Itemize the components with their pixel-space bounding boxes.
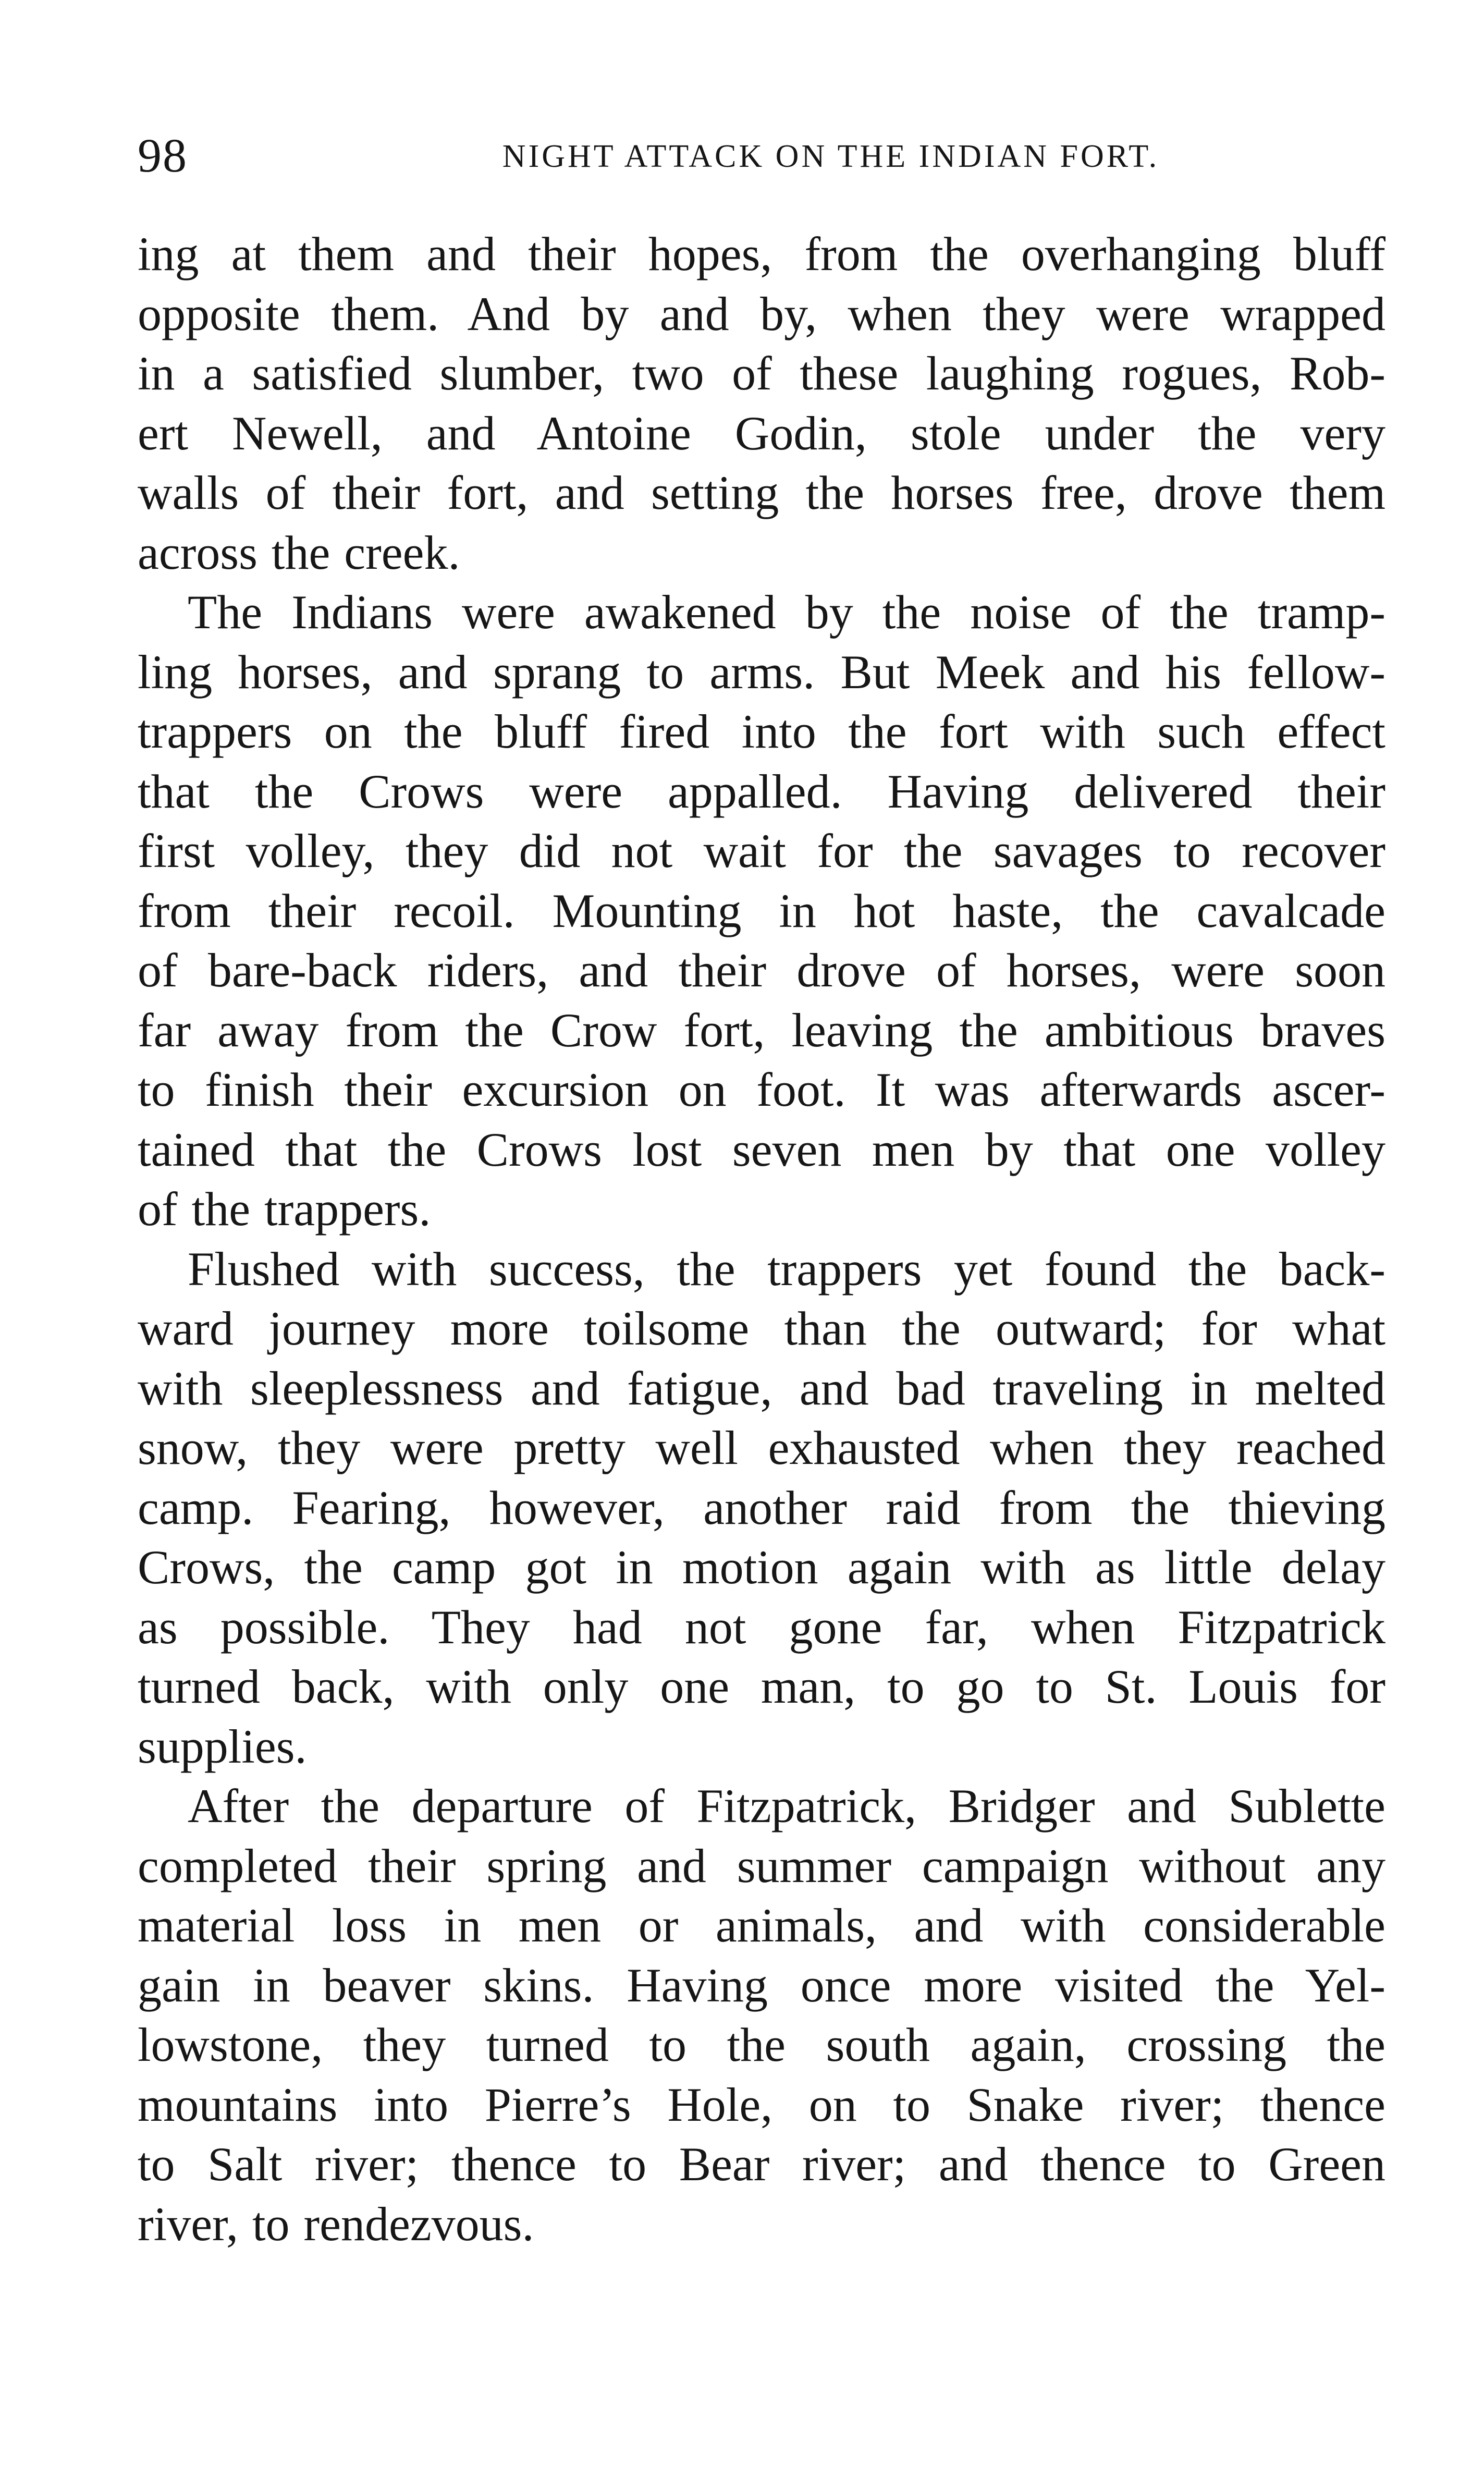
text-line: with sleeplessness and fatigue, and bad traveling in melted xyxy=(138,1361,1385,1415)
text-line: trappers on the bluff fired into the fort with such effect xyxy=(138,705,1385,758)
text-line: opposite them. And by and by, when they were wrapped xyxy=(138,287,1385,340)
text-line: as possible. They had not gone far, when Fitzpatrick xyxy=(138,1600,1385,1654)
text-line: that the Crows were appalled. Having delivered their xyxy=(138,764,1385,818)
text-line: turned back, with only one man, to go to St. Louis for xyxy=(138,1660,1385,1713)
text-line: Crows, the camp got in motion again with as little delay xyxy=(138,1541,1385,1594)
text-line: ling horses, and sprang to arms. But Meek and his fellow- xyxy=(138,645,1385,699)
text-line: far away from the Crow fort, leaving the ambitious braves xyxy=(138,1003,1385,1057)
text-line: The Indians were awakened by the noise of the tramp- xyxy=(188,585,1385,639)
text-line: supplies. xyxy=(138,1719,307,1773)
text-line: of the trappers. xyxy=(138,1182,431,1236)
text-line: of bare-back riders, and their drove of horses, were soon xyxy=(138,944,1385,997)
text-line: lowstone, they turned to the south again, crossing the xyxy=(138,2018,1385,2071)
text-line: mountains into Pierre’s Hole, on to Snake river; thence xyxy=(138,2078,1385,2131)
text-line: gain in beaver skins. Having once more visited the Yel- xyxy=(138,1958,1385,2012)
text-line: ert Newell, and Antoine Godin, stole under the very xyxy=(138,406,1385,460)
text-line: to Salt river; thence to Bear river; and thence to Green xyxy=(138,2137,1385,2191)
text-line: first volley, they did not wait for the savages to recover xyxy=(138,824,1385,877)
text-line: After the departure of Fitzpatrick, Bridger and Sublette xyxy=(188,1779,1385,1832)
running-title: NIGHT ATTACK ON THE INDIAN FORT. xyxy=(502,139,1160,174)
text-line: completed their spring and summer campaign without any xyxy=(138,1839,1385,1892)
text-line: Flushed with success, the trappers yet found the back- xyxy=(188,1242,1385,1296)
text-line: across the creek. xyxy=(138,526,460,579)
text-line: ward journey more toilsome than the outward; for what xyxy=(138,1302,1385,1355)
text-line: material loss in men or animals, and with considerable xyxy=(138,1899,1385,1952)
text-line: camp. Fearing, however, another raid from the thieving xyxy=(138,1481,1385,1534)
text-line: from their recoil. Mounting in hot haste, the cavalcade xyxy=(138,884,1385,937)
text-line: tained that the Crows lost seven men by that one volley xyxy=(138,1122,1385,1176)
page-number: 98 xyxy=(138,129,188,182)
body-text xyxy=(138,224,1385,2254)
text-line: river, to rendezvous. xyxy=(138,2197,534,2251)
running-header xyxy=(138,124,1385,187)
text-line: ing at them and their hopes, from the overhanging bluff xyxy=(138,227,1385,280)
text-line: in a satisfied slumber, two of these laughing rogues, Rob- xyxy=(138,347,1385,400)
text-line: to finish their excursion on foot. It was afterwards ascer- xyxy=(138,1063,1385,1116)
text-line: snow, they were pretty well exhausted when they reached xyxy=(138,1421,1385,1474)
text-line: walls of their fort, and setting the horses free, drove them xyxy=(138,466,1385,519)
